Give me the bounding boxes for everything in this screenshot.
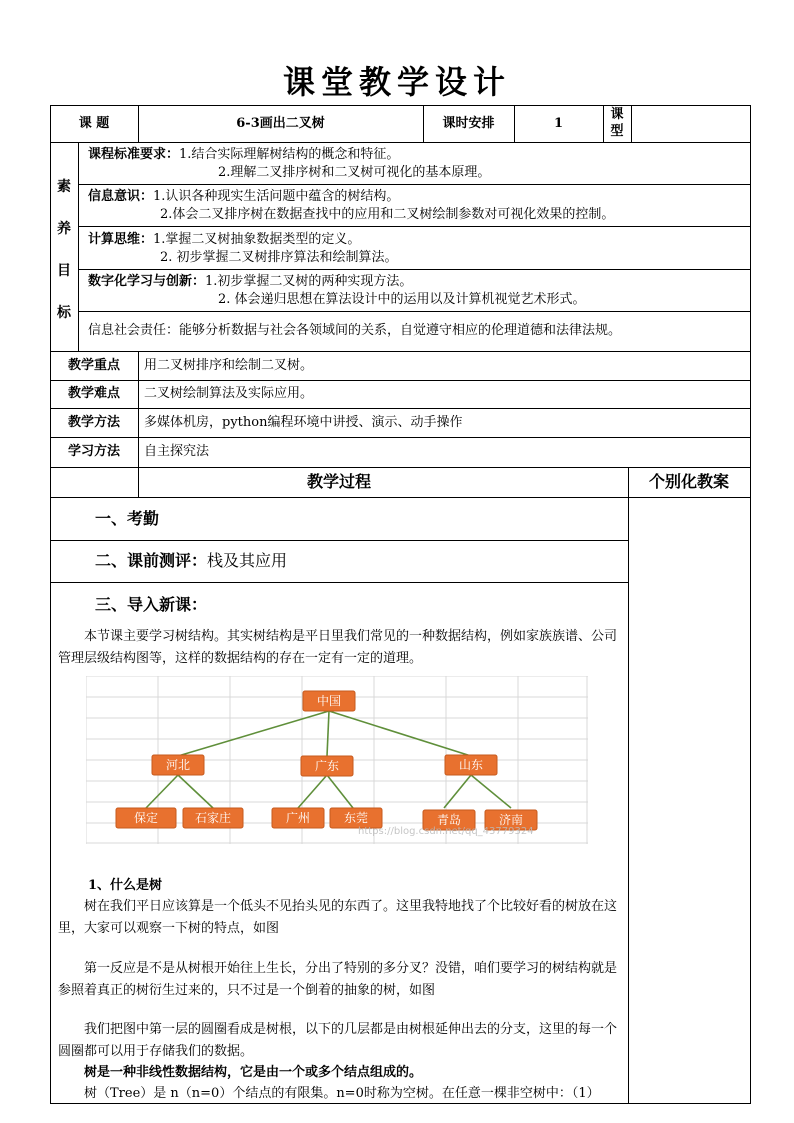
- tree-node-l2: [116, 808, 176, 828]
- tree-node-l2: [330, 808, 382, 828]
- svg-text:河北: 河北: [165, 758, 191, 772]
- svg-text:山东: 山东: [458, 758, 484, 772]
- topic-value: 6-3画出二叉树: [236, 116, 325, 131]
- table-rule: [631, 105, 632, 142]
- section-pretest-value: 栈及其应用: [207, 551, 288, 570]
- table-rule: [50, 582, 628, 583]
- literacy-side-label: 目: [57, 263, 71, 279]
- literacy-line: 1.认识各种现实生活问题中蕴含的树结构。: [153, 189, 400, 204]
- literacy-line: 2.体会二叉排序树在数据查找中的应用和二叉树绘制参数对可视化效果的控制。: [160, 207, 615, 222]
- info-value: 多媒体机房，python编程环境中讲授、演示、动手操作: [144, 415, 463, 430]
- table-rule: [78, 269, 751, 270]
- watermark-text: https://blog.csdn.net/qq_43779324: [358, 826, 534, 837]
- literacy-label: 课程标准要求：: [88, 147, 180, 162]
- table-rule: [78, 184, 751, 185]
- literacy-line: 2. 初步掌握二叉树排序算法和绘制算法。: [160, 250, 398, 265]
- info-label: 教学难点: [67, 386, 120, 401]
- info-value: 自主探究法: [144, 444, 210, 459]
- info-label: 教学方法: [67, 415, 120, 430]
- literacy-label: 数字化学习与创新：: [88, 274, 206, 289]
- literacy-row-responsibility: 信息社会责任：能够分析数据与社会各领域间的关系，自觉遵守相应的伦理道德和法律法规。: [88, 323, 622, 338]
- table-rule: [50, 142, 751, 143]
- section-pretest: [95, 552, 287, 570]
- hours-label: 课时安排: [442, 116, 495, 131]
- table-rule: [628, 467, 629, 1103]
- info-label: 教学重点: [67, 358, 120, 373]
- table-rule: [50, 467, 751, 468]
- what-is-tree-p2: 第一反应是不是从树根开始往上生长，分出了特别的多分叉？没错，咱们要学习的树结构就是参照着真正的树衍生过来的，只不过是一个倒着的抽象的树，如图: [58, 961, 618, 998]
- topic-label: 课 题: [78, 116, 110, 131]
- intro-paragraph: 本节课主要学习树结构。其实树结构是平日里我们常见的一种数据结构，例如家族族谱、公司管理层级结构图等，这样的数据结构的存在一定有一定的道理。: [58, 629, 618, 666]
- table-border: [750, 105, 751, 1103]
- table-rule: [50, 351, 751, 352]
- info-value: 二叉树绘制算法及实际应用。: [144, 386, 314, 401]
- what-is-tree-p3: 我们把图中第一层的圆圈看成是树根，以下的几层都是由树根延伸出去的分支，这里的每一个圆圈都可以用于存储我们的数据。: [58, 1022, 618, 1059]
- info-value: 用二叉树排序和绘制二叉树。: [144, 358, 314, 373]
- table-rule: [78, 311, 751, 312]
- literacy-label: 信息意识：: [88, 189, 154, 204]
- individual-plan-header: 个别化教案: [648, 472, 729, 491]
- hours-value: 1: [553, 116, 564, 131]
- table-border: [50, 105, 51, 1103]
- table-border: [50, 105, 751, 106]
- process-header: 教学过程: [306, 472, 371, 491]
- svg-text:石家庄: 石家庄: [194, 811, 232, 825]
- tree-node-l2: [272, 808, 324, 828]
- svg-text:东莞: 东莞: [343, 811, 369, 825]
- what-is-tree-title: 1、什么是树: [88, 878, 163, 893]
- table-rule: [50, 437, 751, 438]
- literacy-line: 1.掌握二叉树抽象数据类型的定义。: [153, 232, 361, 247]
- tree-node-l1: [301, 756, 353, 776]
- literacy-line: 2.理解二叉排序树和二叉树可视化的基本原理。: [218, 165, 491, 180]
- svg-text:广东: 广东: [314, 759, 340, 773]
- what-is-tree-p1: 树在我们平日应该算是一个低头不见抬头见的东西了。这里我特地找了个比较好看的树放在这里，大家可以观察一下树的特点，如图: [58, 899, 618, 936]
- tree-definition-bold: 树是一种非线性数据结构，它是由一个或多个结点组成的。: [84, 1065, 423, 1080]
- section-attendance: 一、考勤: [95, 509, 160, 528]
- literacy-side-label: 养: [57, 221, 71, 237]
- what-is-tree-p4: 树（Tree）是 n（n=0）个结点的有限集。n=0时称为空树。在任意一棵非空树中：（1）: [84, 1086, 600, 1101]
- info-label: 学习方法: [67, 444, 120, 459]
- svg-text:济南: 济南: [498, 813, 524, 827]
- table-rule: [78, 142, 79, 351]
- table-rule: [50, 380, 751, 381]
- literacy-row-digital: [88, 273, 412, 291]
- type-label: 课型: [610, 107, 624, 139]
- literacy-row-computational: [88, 231, 360, 249]
- tree-node-l2: [183, 808, 243, 828]
- page-title: 课堂教学设计: [282, 63, 511, 101]
- svg-text:广州: 广州: [285, 811, 311, 825]
- section-intro: 三、导入新课：: [95, 595, 208, 614]
- literacy-line: 1.初步掌握二叉树的两种实现方法。: [205, 274, 413, 289]
- svg-text:中国: 中国: [316, 694, 342, 708]
- literacy-line: 2. 体会递归思想在算法设计中的运用以及计算机视觉艺术形式。: [218, 292, 586, 307]
- literacy-side-label: 标: [57, 305, 71, 321]
- table-rule: [50, 408, 751, 409]
- svg-text:青岛: 青岛: [436, 813, 462, 827]
- tree-node-l1: [152, 755, 204, 775]
- svg-text:保定: 保定: [133, 811, 159, 825]
- table-rule: [78, 226, 751, 227]
- tree-figure: [86, 676, 588, 844]
- literacy-label: 计算思维：: [88, 232, 154, 247]
- table-border: [50, 1103, 751, 1104]
- table-rule: [50, 497, 751, 498]
- literacy-row-curriculum: [88, 146, 399, 164]
- section-pretest-title: 二、课前测评：: [95, 551, 208, 570]
- tree-node-l1: [445, 755, 497, 775]
- literacy-line: 1.结合实际理解树结构的概念和特征。: [179, 147, 400, 162]
- table-rule: [50, 540, 628, 541]
- literacy-row-information: [88, 188, 399, 206]
- tree-node-root: [303, 691, 355, 711]
- literacy-side-label: 素: [57, 179, 71, 195]
